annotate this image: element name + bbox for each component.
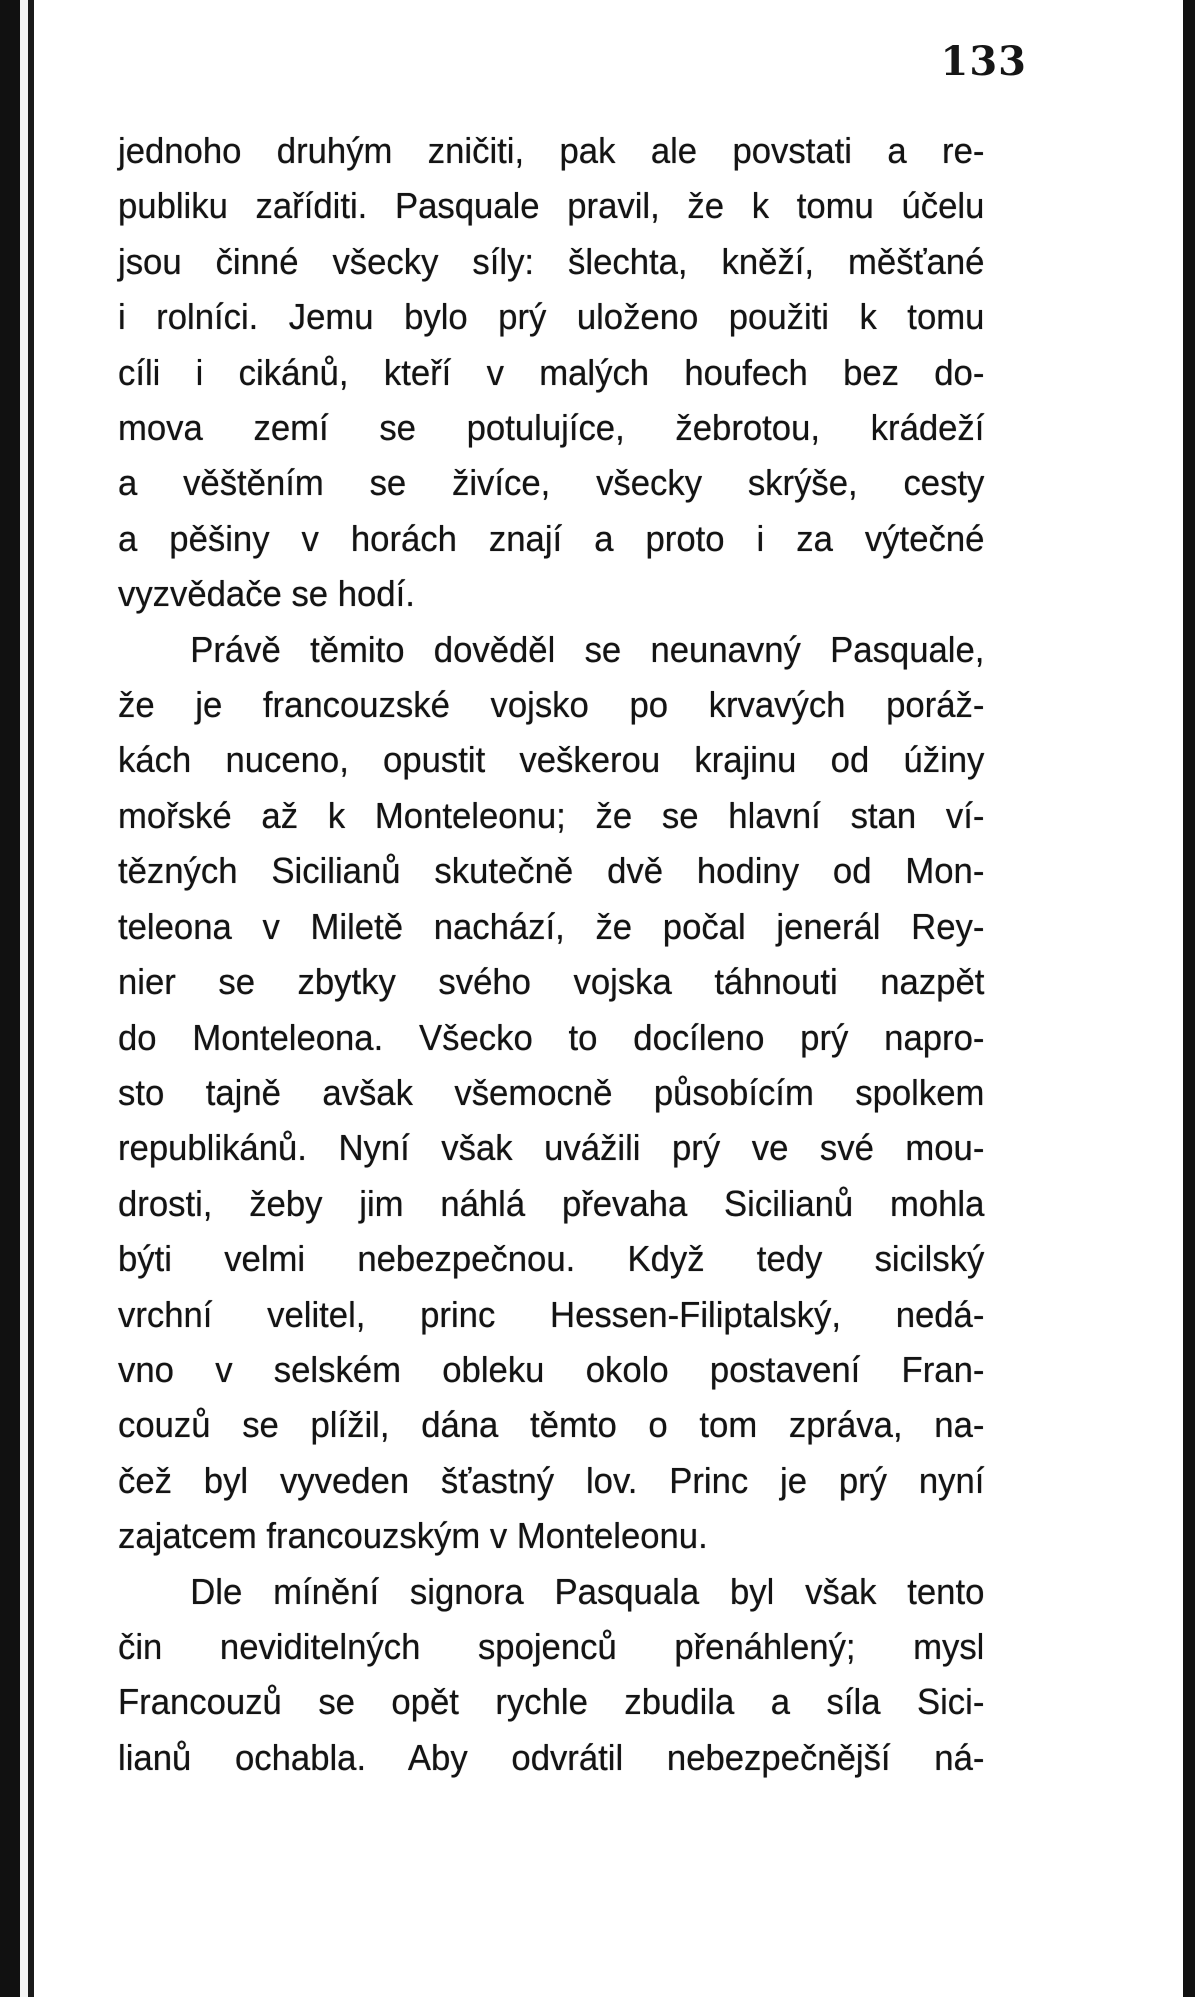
- text-line: jsou činné všecky síly: šlechta, kněží, měšťané: [118, 240, 985, 282]
- paragraph-2: [118, 622, 984, 1564]
- text-line: Dle mínění signora Pasquala byl však tento: [190, 1570, 985, 1612]
- text-line: mova zemí se potulujíce, žebrotou, krádeží: [118, 407, 985, 449]
- scan-edge-right: [1183, 0, 1195, 1997]
- scan-edge-gap: [20, 0, 28, 1997]
- text-line: vno v selském obleku okolo postavení Fran-: [118, 1348, 985, 1390]
- text-line: i rolníci. Jemu bylo prý uloženo použiti k tomu: [118, 296, 985, 338]
- text-line: publiku zaříditi. Pasquale pravil, že k tomu účelu: [118, 185, 985, 227]
- text-line: cíli i cikánů, kteří v malých houfech bez do-: [118, 351, 985, 393]
- text-line: čin neviditelných spojenců přenáhlený; mysl: [118, 1625, 985, 1667]
- page-number: 133: [940, 38, 1027, 85]
- paragraph-1: [118, 123, 984, 622]
- body-text: [118, 123, 984, 1785]
- text-line: couzů se plížil, dána těmto o tom zpráva, na-: [118, 1404, 985, 1446]
- text-line: vrchní velitel, princ Hessen-Filiptalský, nedá-: [118, 1293, 985, 1335]
- text-line: drosti, žeby jim náhlá převaha Sicilianů mohla: [118, 1182, 985, 1224]
- text-line: že je francouzské vojsko po krvavých poráž-: [118, 684, 985, 726]
- text-line: lianů ochabla. Aby odvrátil nebezpečnější ná-: [118, 1736, 985, 1778]
- text-line: a pěšiny v horách znají a proto i za výtečné: [118, 517, 985, 559]
- text-line: vyzvědače se hodí.: [118, 573, 415, 615]
- text-line: zajatcem francouzským v Monteleonu.: [118, 1515, 708, 1557]
- text-line: tězných Sicilianů skutečně dvě hodiny od Mon-: [118, 850, 985, 892]
- text-line: Právě těmito dověděl se neunavný Pasquale,: [190, 628, 985, 670]
- text-line: kách nuceno, opustit veškerou krajinu od úžiny: [118, 739, 985, 781]
- scan-edge-left: [0, 0, 20, 1997]
- text-line: býti velmi nebezpečnou. Když tedy sicilský: [118, 1238, 985, 1280]
- text-line: a věštěním se živíce, všecky skrýše, cesty: [118, 462, 985, 504]
- text-line: republikánů. Nyní však uvážili prý ve své mou-: [118, 1127, 985, 1169]
- text-line: Francouzů se opět rychle zbudila a síla Sici-: [118, 1681, 985, 1723]
- text-line: mořské až k Monteleonu; že se hlavní stan ví-: [118, 794, 985, 836]
- paragraph-3: [118, 1564, 984, 1786]
- text-line: sto tajně avšak všemocně působícím spolkem: [118, 1071, 985, 1113]
- text-line: čež byl vyveden šťastný lov. Princ je prý nyní: [118, 1459, 985, 1501]
- scan-edge-line: [28, 0, 34, 1997]
- text-line: jednoho druhým zničiti, pak ale povstati a re-: [118, 130, 985, 171]
- text-line: do Monteleona. Všecko to docíleno prý napro-: [118, 1016, 985, 1058]
- text-line: teleona v Miletě nachází, že počal jenerál Rey-: [118, 905, 985, 947]
- text-line: nier se zbytky svého vojska táhnouti nazpět: [118, 961, 985, 1003]
